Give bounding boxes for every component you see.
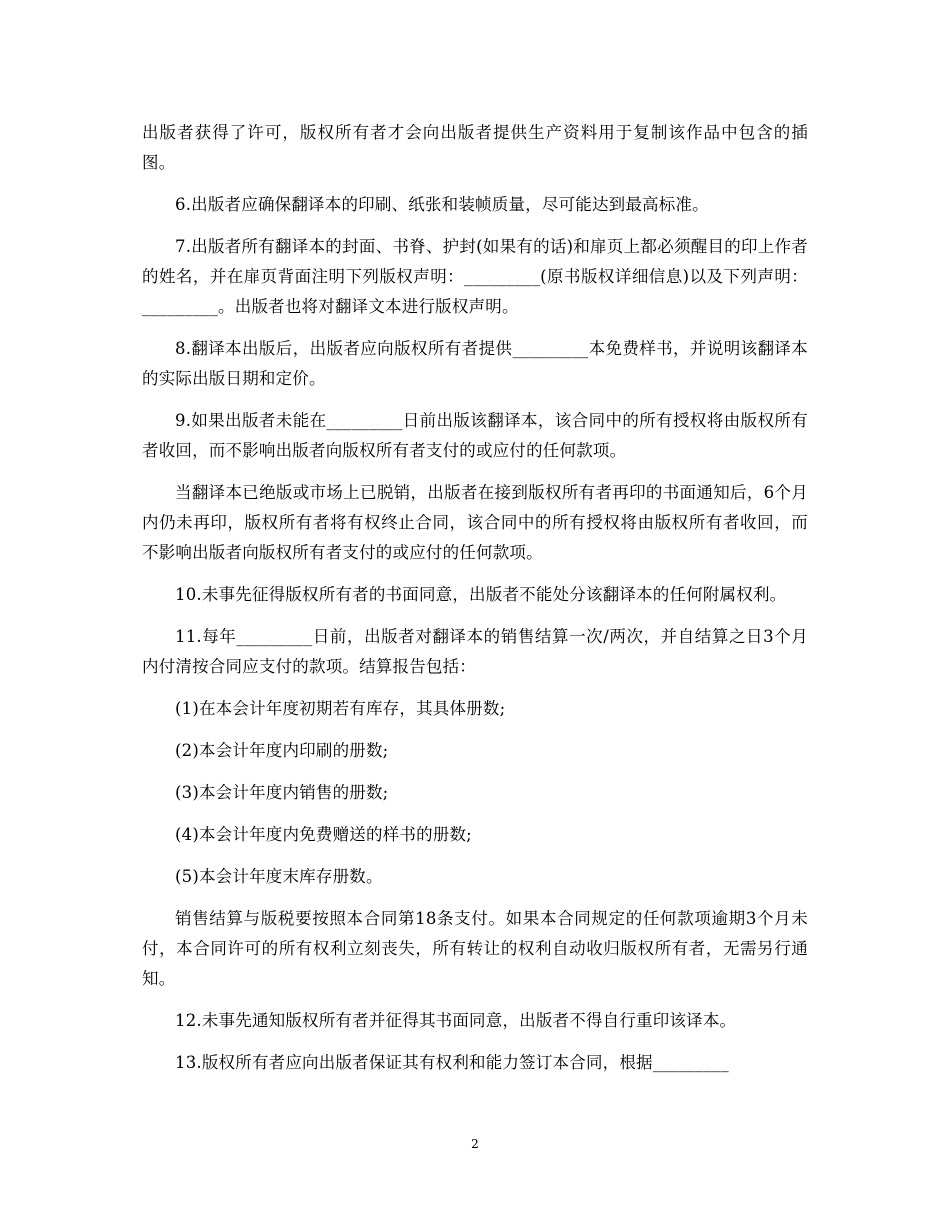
list-item-report-2: (2)本会计年度内印刷的册数;: [175, 741, 389, 760]
list-item-report-1: (1)在本会计年度初期若有库存，其具体册数;: [175, 699, 506, 718]
paragraph-clause-9: 9.如果出版者未能在_________日前出版该翻译本，该合同中的所有授权将由版权所有者收回，而不影响出版者向版权所有者支付的或应付的任何款项。: [142, 411, 808, 460]
paragraph-clause-10: 10.未事先征得版权所有者的书面同意，出版者不能处分该翻译本的任何附属权利。: [175, 585, 787, 604]
document-body: [142, 118, 808, 1090]
paragraph-clause-11: 11.每年_________日前，出版者对翻译本的销售结算一次/两次，并自结算之日3个月内付清按合同应支付的款项。结算报告包括：: [142, 627, 808, 676]
paragraph-clause-9-continued: 当翻译本已绝版或市场上已脱销，出版者在接到版权所有者再印的书面通知后，6个月内仍未再印，版权所有者将有权终止合同，该合同中的所有授权将由版权所有者收回，而不影响出版者向版权所有者支付的或应付的任何款项。: [142, 483, 808, 562]
list-item-report-4: (4)本会计年度内免费赠送的样书的册数;: [175, 825, 472, 844]
list-item-report-3: (3)本会计年度内销售的册数;: [175, 783, 389, 802]
paragraph-clause-13: 13.版权所有者应向出版者保证其有权利和能力签订本合同，根据_________: [175, 1053, 729, 1072]
paragraph-continuation: 出版者获得了许可，版权所有者才会向出版者提供生产资料用于复制该作品中包含的插图。: [142, 123, 808, 172]
paragraph-clause-12: 12.未事先通知版权所有者并征得其书面同意，出版者不得自行重印该译本。: [175, 1011, 737, 1030]
paragraph-clause-8: 8.翻译本出版后，出版者应向版权所有者提供_________本免费样书，并说明该翻译本的实际出版日期和定价。: [142, 339, 808, 388]
page-number: 2: [471, 1137, 479, 1151]
paragraph-settlement: 销售结算与版税要按照本合同第18条支付。如果本合同规定的任何款项逾期3个月未付，本合同许可的所有权利立刻丧失，所有转让的权利自动收归版权所有者，无需另行通知。: [142, 909, 808, 988]
paragraph-clause-6: 6.出版者应确保翻译本的印刷、纸张和装帧质量，尽可能达到最高标准。: [175, 195, 709, 214]
list-item-report-5: (5)本会计年度末库存册数。: [175, 867, 383, 886]
paragraph-clause-7: 7.出版者所有翻译本的封面、书脊、护封(如果有的话)和扉页上都必须醒目的印上作者的姓名，并在扉页背面注明下列版权声明：_________(原书版权详细信息)以及下列声明：_________。出版者也将对翻译文本进行版权声明。: [142, 237, 808, 316]
